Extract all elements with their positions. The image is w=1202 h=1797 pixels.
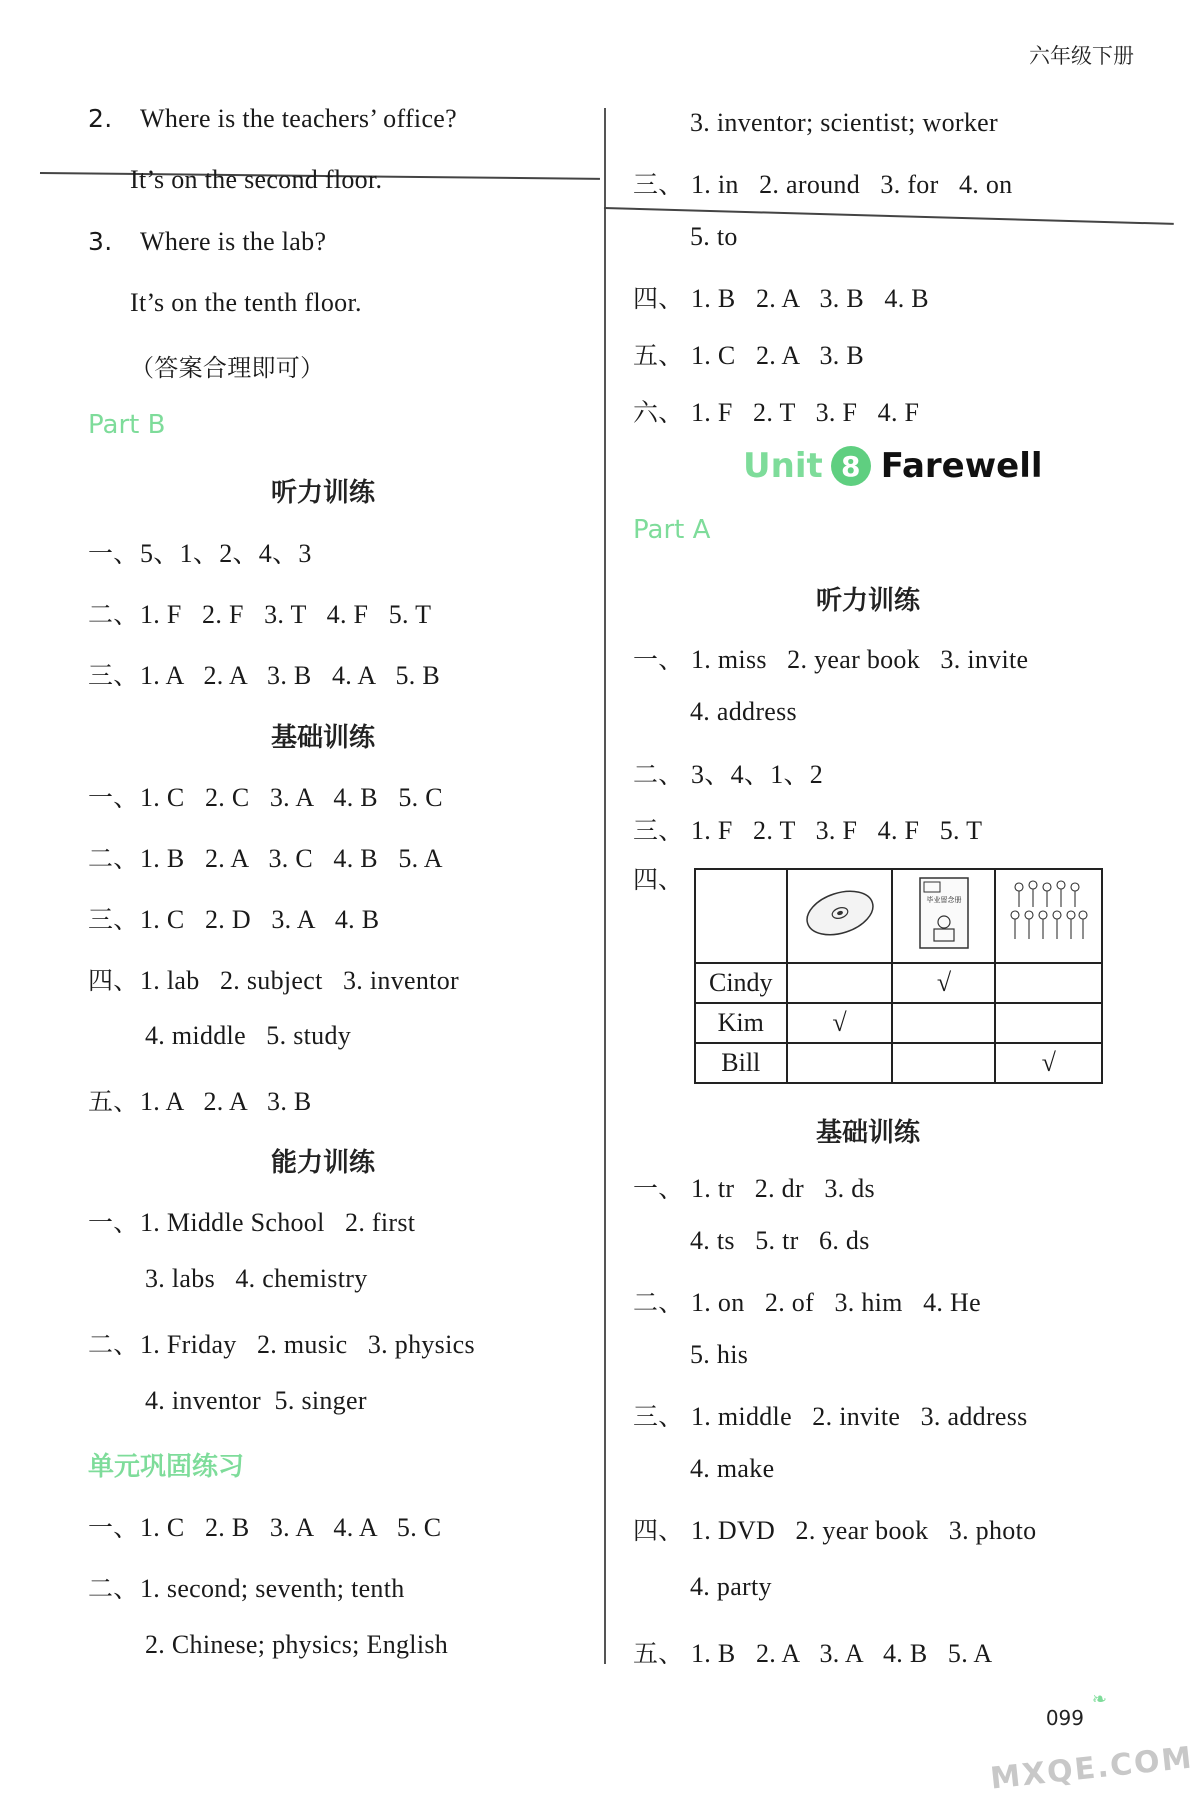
answer-line: 3. inventor; scientist; worker [690,108,998,137]
table-name-cell: Bill [695,1043,787,1083]
table-check-cell [892,1043,995,1083]
answer-line: 三、 1. F 2. T 3. F 4. F 5. T [633,816,983,845]
answer-line: 4. address [690,697,797,726]
answer-line: It’s on the second floor. [130,165,383,194]
answer-line: 2. Where is the teachers’ office? [88,104,457,133]
table-corner-cell [695,869,787,963]
part-a-label: Part A [633,515,711,545]
listening-heading: 听力训练 [270,478,375,508]
unit-review-label: 单元巩固练习 [88,1452,245,1482]
answer-line: It’s on the tenth floor. [130,288,362,317]
answer-line: 二、1. B 2. A 3. C 4. B 5. A [88,844,443,873]
table-check-cell [892,1003,995,1043]
answer-line: 二、 3、4、1、2 [633,760,824,789]
answer-line: 二、1. second; seventh; tenth [88,1574,405,1603]
answer-line: 3. Where is the lab? [88,227,327,256]
answer-line: 一、 1. miss 2. year book 3. invite [633,645,1029,674]
page-number: 099 [1045,1706,1084,1730]
basic-heading: 基础训练 [815,1118,920,1148]
table-check-cell [995,963,1102,1003]
dvd-icon [800,883,880,943]
part-b-label: Part B [88,410,166,440]
answer-line: 三、 1. in 2. around 3. for 4. on [633,170,1013,199]
answer-line: 三、 1. middle 2. invite 3. address [633,1402,1028,1431]
answer-line: 一、1. C 2. C 3. A 4. B 5. C [88,783,443,812]
note-line: （答案合理即可） [130,354,325,382]
table-check-cell [995,1003,1102,1043]
answer-line: 4. make [690,1454,775,1483]
answer-line: 3. labs 4. chemistry [145,1264,368,1293]
table-check-cell [787,1043,893,1083]
table-section-label: 四、 [633,865,684,894]
answer-line: 五、 1. C 2. A 3. B [633,341,864,370]
answer-line: 六、 1. F 2. T 3. F 4. F [633,398,920,427]
answer-line: 2. Chinese; physics; English [145,1630,449,1659]
answer-line: 三、1. A 2. A 3. B 4. A 5. B [88,661,441,690]
unit-name: Farewell [880,446,1043,486]
answer-line: 四、 1. DVD 2. year book 3. photo [633,1516,1037,1545]
table-check-cell: √ [995,1043,1102,1083]
answer-line: 二、1. Friday 2. music 3. physics [88,1330,475,1359]
answer-line: 一、1. C 2. B 3. A 4. A 5. C [88,1513,442,1542]
yearbook-icon [914,874,974,952]
answer-line: 一、 1. tr 2. dr 3. ds [633,1174,875,1203]
answer-line: 四、 1. B 2. A 3. B 4. B [633,284,929,313]
class-photo-picture [995,869,1102,963]
grade-label: 六年级下册 [1029,44,1134,68]
answer-line: 二、1. F 2. F 3. T 4. F 5. T [88,600,432,629]
unit-title [743,446,1043,486]
answer-line: 五、 1. B 2. A 3. A 4. B 5. A [633,1639,993,1668]
answer-line: 四、1. lab 2. subject 3. inventor [88,966,459,995]
table-name-cell: Kim [695,1003,787,1043]
ability-heading: 能力训练 [270,1148,375,1178]
watermark: MXQE.COM [988,1740,1196,1797]
svg-text:毕业留念册: 毕业留念册 [926,895,962,904]
table-name-cell: Cindy [695,963,787,1003]
yearbook-picture [892,869,995,963]
table-check-cell: √ [892,963,995,1003]
answer-line: 5. his [690,1340,749,1369]
answer-line: 二、 1. on 2. of 3. him 4. He [633,1288,981,1317]
unit-number-badge: 8 [831,446,871,486]
answer-line: 一、1. Middle School 2. first [88,1208,416,1237]
answer-line: 4. party [690,1572,772,1601]
answer-line: 5. to [690,222,738,251]
answer-line: 一、5、1、2、4、3 [88,539,312,568]
leaf-icon: ❧ [1091,1689,1107,1709]
answer-line: 4. middle 5. study [145,1021,352,1050]
answer-line: 4. ts 5. tr 6. ds [690,1226,870,1255]
column-divider [604,108,606,1664]
group-photo-icon [1007,875,1091,951]
table-check-cell: √ [787,1003,893,1043]
unit-word: Unit [743,446,823,486]
answer-line: 三、1. C 2. D 3. A 4. B [88,905,380,934]
dvd-picture [787,869,893,963]
listening-heading: 听力训练 [815,586,920,616]
table-check-cell [787,963,893,1003]
basic-heading: 基础训练 [270,723,375,753]
checklist-table [694,868,1103,1084]
answer-line: 4. inventor 5. singer [145,1386,367,1415]
answer-line: 五、1. A 2. A 3. B [88,1087,312,1116]
